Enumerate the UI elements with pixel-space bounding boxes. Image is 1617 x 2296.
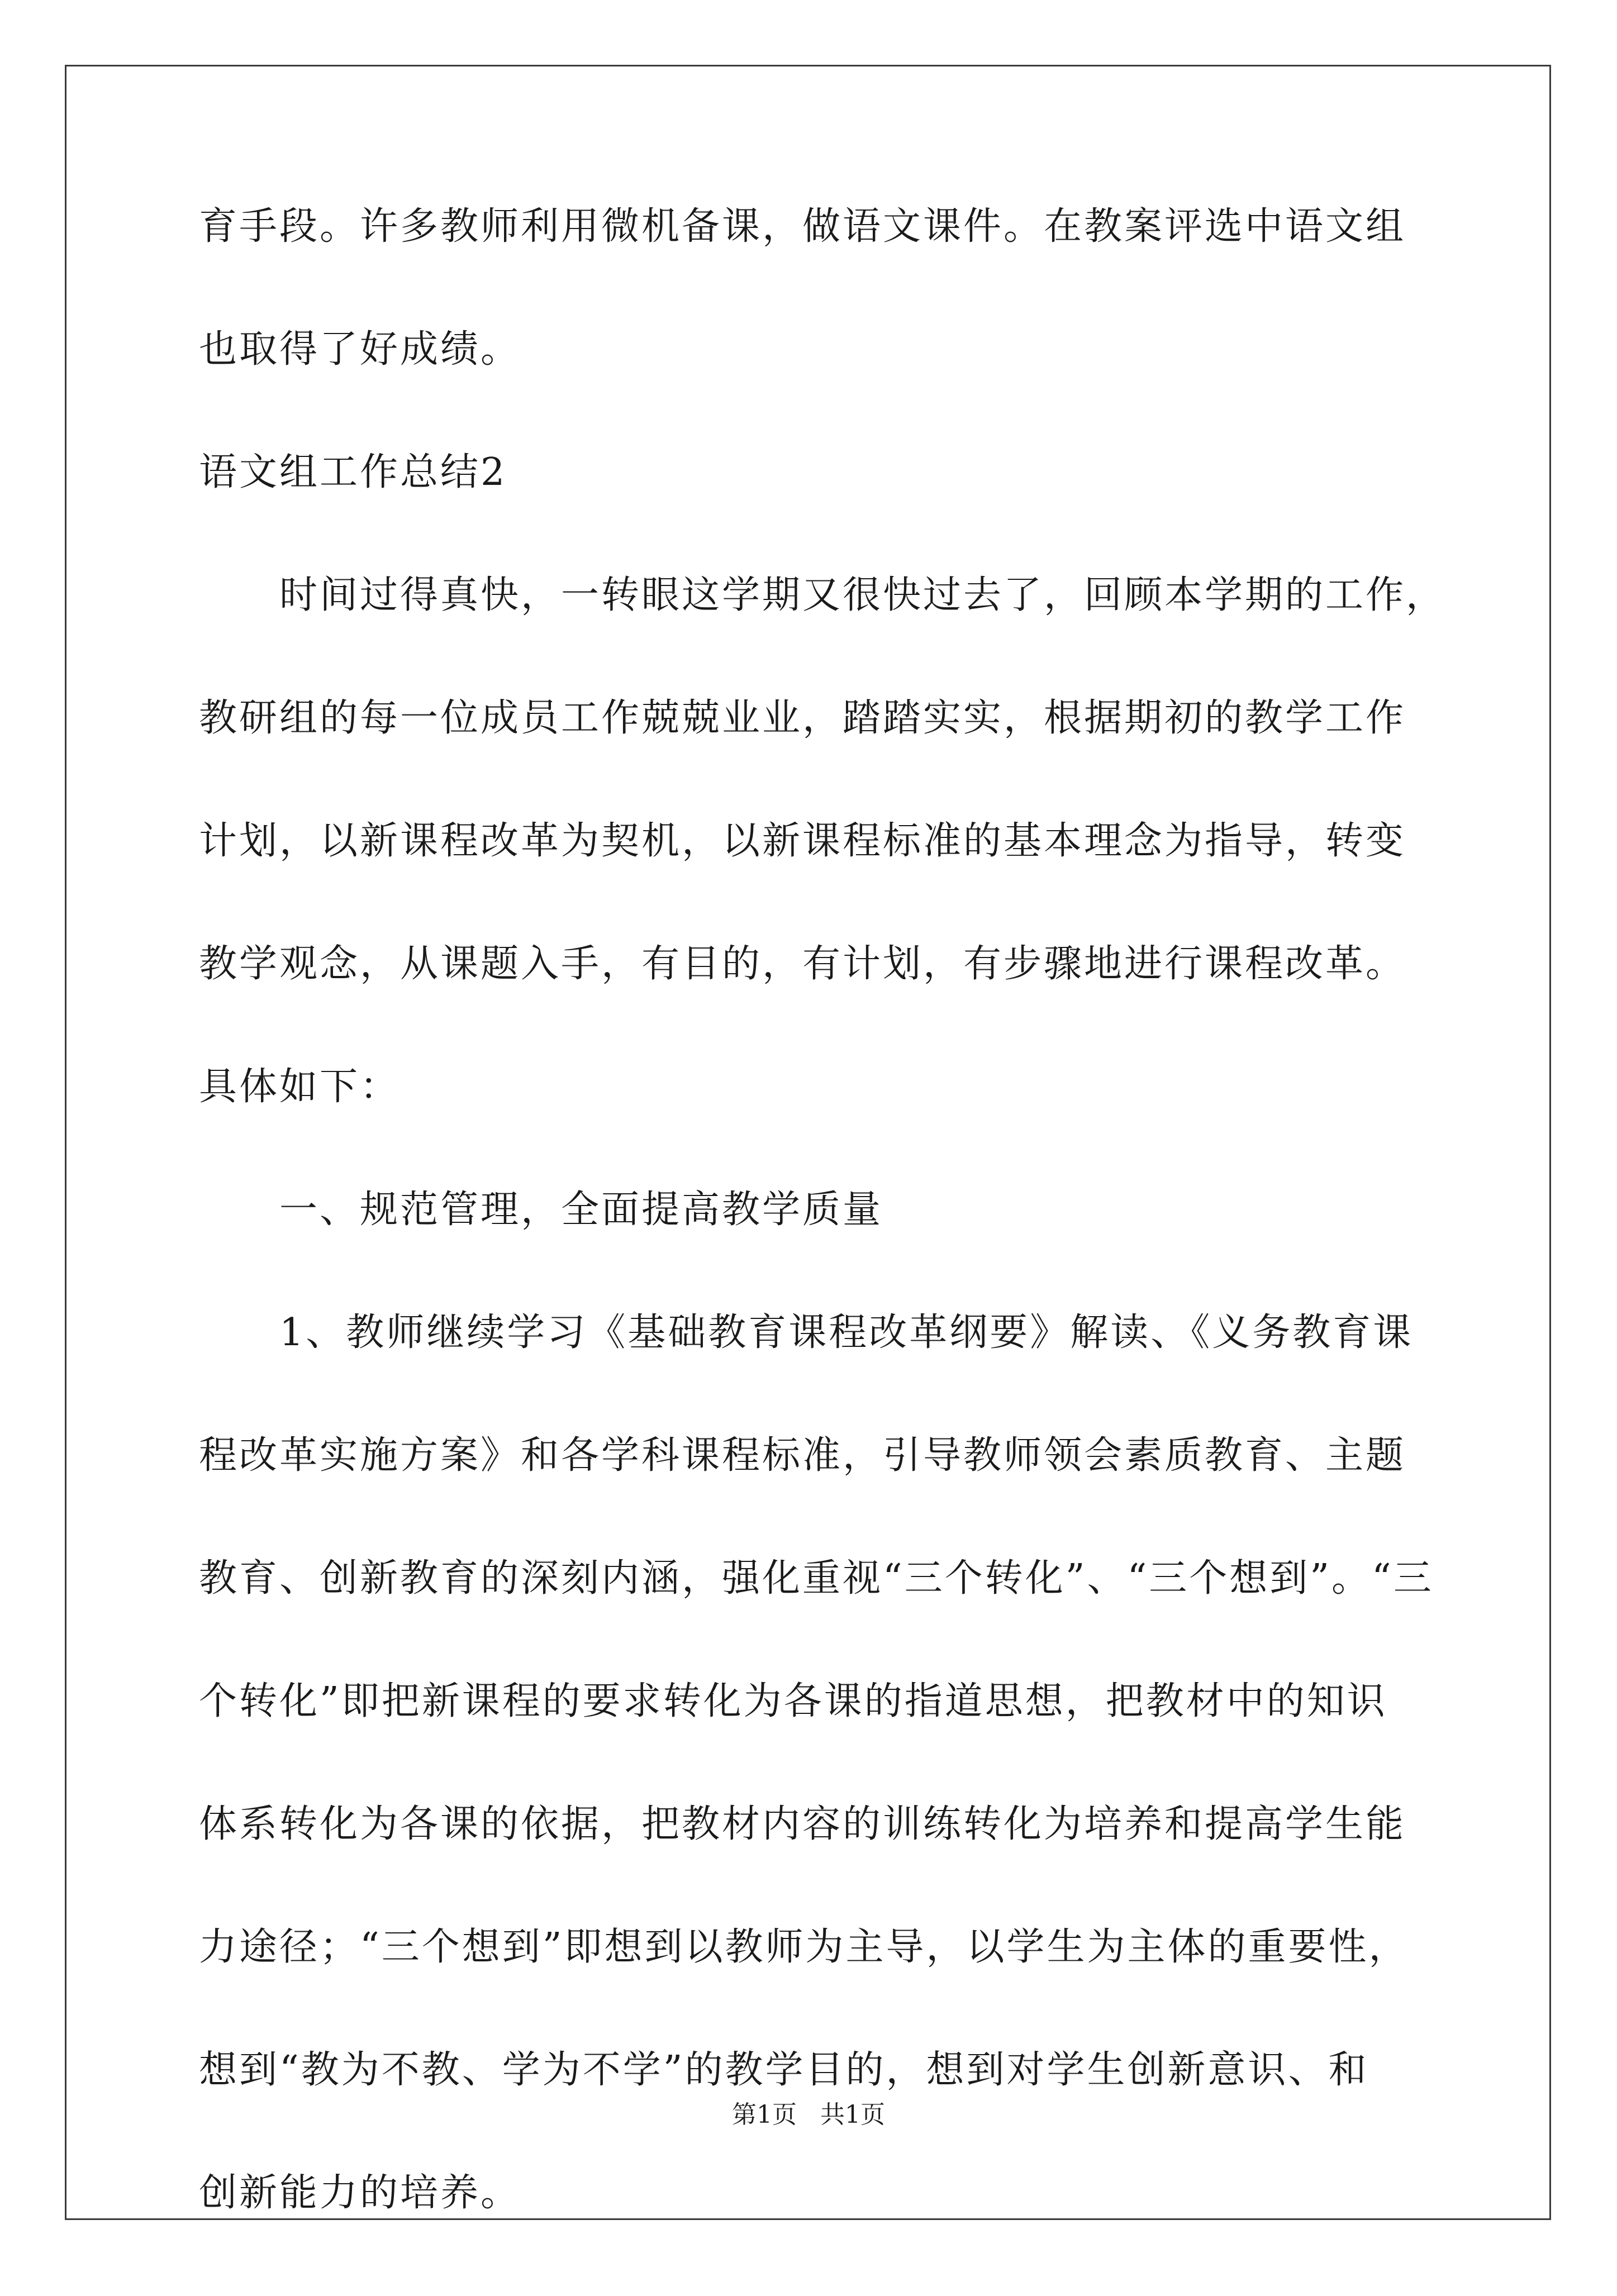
paragraph-line: 力途径；“三个想到”即想到以教师为主导，以学生为主体的重要性， — [199, 1925, 1409, 1969]
paragraph-line: 1、教师继续学习《基础教育课程改革纲要》解读、《义务教育课 — [279, 1311, 1414, 1355]
page-number: 第1页 共1页 — [732, 2100, 885, 2129]
paragraph-line: 教学观念，从课题入手，有目的，有计划，有步骤地进行课程改革。 — [199, 942, 1406, 986]
subsection-heading: 一、规范管理，全面提高教学质量 — [279, 1188, 883, 1232]
paragraph-line: 个转化”即把新课程的要求转化为各课的指道思想，把教材中的知识 — [199, 1679, 1387, 1723]
paragraph-line: 具体如下： — [199, 1065, 401, 1109]
paragraph-line: 想到“教为不教、学为不学”的教学目的，想到对学生创新意识、和 — [199, 2048, 1369, 2092]
document-body — [199, 204, 1447, 2296]
paragraph-line: 育手段。许多教师利用微机备课，做语文课件。在教案评选中语文组 — [199, 204, 1406, 249]
paragraph-line: 计划，以新课程改革为契机，以新课程标准的基本理念为指导，转变 — [199, 819, 1406, 863]
paragraph-line: 教研组的每一位成员工作兢兢业业，踏踏实实，根据期初的教学工作 — [199, 696, 1406, 740]
paragraph-line: 创新能力的培养。 — [199, 2171, 521, 2215]
paragraph-line: 体系转化为各课的依据，把教材内容的训练转化为培养和提高学生能 — [199, 1802, 1406, 1846]
paragraph-line: 时间过得真快，一转眼这学期又很快过去了，回顾本学期的工作， — [279, 573, 1447, 617]
paragraph-line: 程改革实施方案》和各学科课程标准，引导教师领会素质教育、主题 — [199, 1433, 1406, 1478]
paragraph-line: 教育、创新教育的深刻内涵，强化重视“三个转化”、“三个想到”。“三 — [199, 1556, 1434, 1600]
paragraph-line: 也取得了好成绩。 — [199, 327, 521, 371]
section-heading: 语文组工作总结2 — [199, 450, 507, 494]
